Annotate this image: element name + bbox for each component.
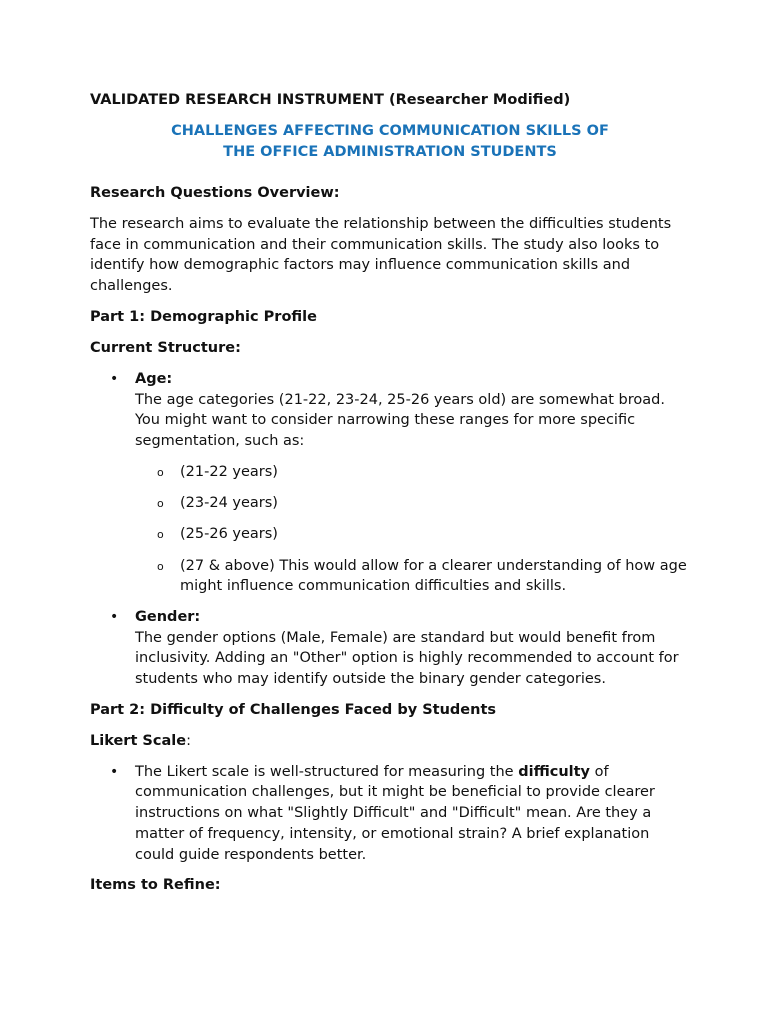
current-structure-heading: Current Structure: [90, 339, 241, 356]
age-item [90, 369, 690, 597]
likert-item [90, 762, 690, 866]
age-range-item [135, 556, 690, 597]
circle-bullet-icon: o [157, 559, 164, 573]
gender-item [90, 607, 690, 690]
likert-text-bold: difficulty [518, 763, 591, 780]
gender-description: The gender options (Male, Female) are standard but would benefit from inclusivity. Adding an "Other" option is highly recommended to account for students who may identify outside the binary gender categories. [135, 629, 679, 688]
demographic-list [90, 369, 690, 690]
document-title: VALIDATED RESEARCH INSTRUMENT (Researcher Modified) [90, 92, 571, 108]
circle-bullet-icon: o [157, 496, 164, 510]
age-description: The age categories (21-22, 23-24, 25-26 years old) are somewhat broad. You might want to consider narrowing these ranges for more specific segmentation, such as: [135, 391, 665, 449]
likert-heading [90, 731, 690, 752]
age-range-text: (27 & above) This would allow for a clearer understanding of how age might influence communication difficulties and skills. [180, 557, 687, 595]
subtitle-line-2: THE OFFICE ADMINISTRATION STUDENTS [223, 144, 557, 160]
document-page [90, 90, 690, 906]
age-range-text: (23-24 years) [180, 494, 278, 511]
overview-paragraph: The research aims to evaluate the relationship between the difficulties students face in communication and their communication skills. The study also looks to identify how demographic factors may influence communication skills and challenges. [90, 216, 672, 295]
age-range-item [135, 462, 690, 483]
likert-text-before: The Likert scale is well-structured for measuring the [135, 763, 519, 780]
subtitle-line-1: CHALLENGES AFFECTING COMMUNICATION SKILLS OF [171, 123, 609, 139]
circle-bullet-icon: o [157, 528, 164, 542]
likert-text-after: of communication challenges, but it might be beneficial to provide clearer instructions on what "Slightly Difficult" and "Difficult" mean. Are they a matter of frequency, intensity, or emotional strain? A brief explanation could guide respondents better. [135, 763, 655, 863]
age-range-text: (21-22 years) [180, 463, 278, 480]
part1-heading: Part 1: Demographic Profile [90, 308, 317, 325]
document-subtitle [90, 121, 690, 163]
part2-heading: Part 2: Difficulty of Challenges Faced by Students [90, 701, 497, 718]
age-label: Age: [135, 370, 173, 387]
overview-heading: Research Questions Overview: [90, 185, 340, 201]
likert-colon: : [186, 732, 191, 749]
likert-list [90, 762, 690, 866]
likert-label: Likert Scale [90, 732, 187, 749]
items-to-refine-heading: Items to Refine: [90, 877, 221, 894]
bullet-icon: • [110, 608, 119, 625]
bullet-icon: • [110, 370, 119, 387]
age-range-item [135, 524, 690, 545]
age-range-list [135, 462, 690, 597]
age-range-text: (25-26 years) [180, 526, 278, 543]
gender-label: Gender: [135, 608, 201, 625]
age-range-item [135, 493, 690, 514]
circle-bullet-icon: o [157, 465, 164, 479]
bullet-icon: • [110, 763, 119, 780]
